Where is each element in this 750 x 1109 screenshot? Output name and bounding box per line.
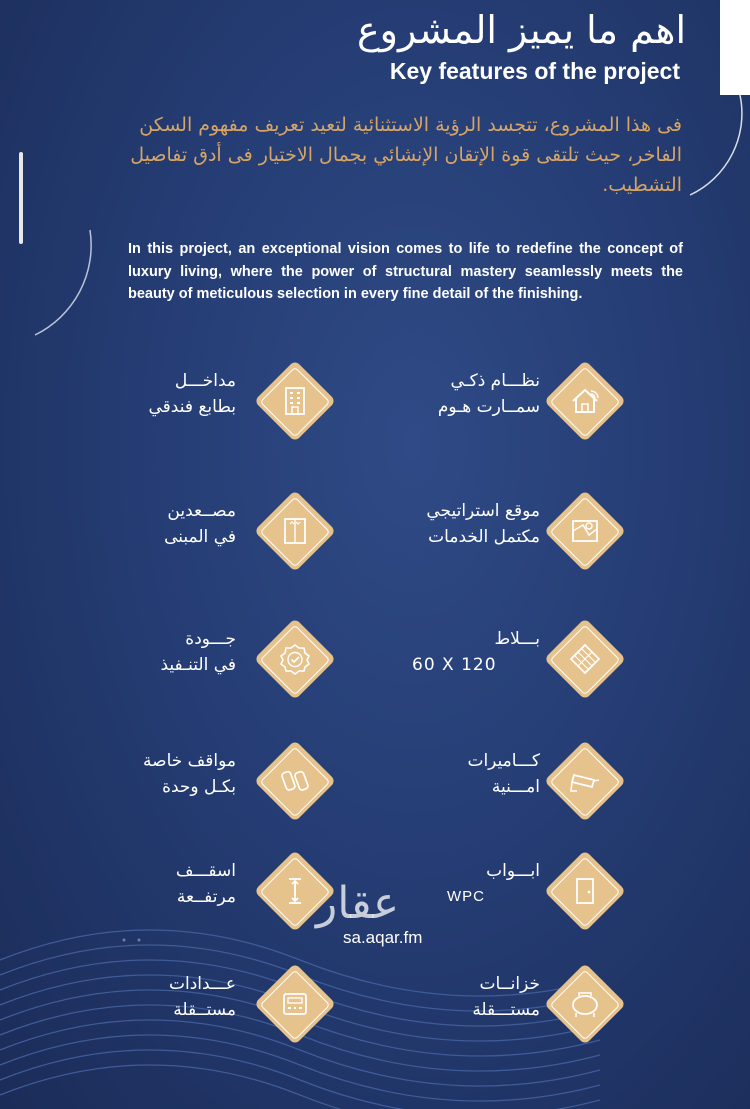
feature-label-line2: مستـــقلة [472,1000,540,1020]
feature-label-line1: ابـــواب [486,861,540,881]
ceiling-height-icon [275,871,315,911]
feature-water-tanks [390,965,690,1045]
feature-hotel-entrances [96,362,396,442]
feature-label-line2: بكـل وحدة [162,777,236,797]
quality-badge-icon [275,639,315,679]
elevator-icon [275,511,315,551]
intro-text-arabic: فى هذا المشروع، تتجسد الرؤية الاستثنائية لتعيد تعريف مفهوم السكن الفاخر، حيث تلتقى قوة الإتقان الإنشائي بجمال الاختيار فى أدق تفاصيل التشطيب. [130,114,682,196]
watermark-logo-arabic: عقار [316,878,400,929]
feature-label-line1: خزانــات [479,974,540,994]
feature-label-line1: اسقـــف [175,861,236,881]
feature-label-line2: مستــقلة [173,1000,236,1020]
water-tank-icon [565,984,605,1024]
intro-text-english: In this project, an exceptional vision comes to life to redefine the concept of luxury living, where the power of structural mastery seamlessly meets the beauty of meticulous selection in every fine detail of the finishing. [128,241,683,302]
feature-label-line1: عـــدادات [168,974,236,994]
door-icon [565,871,605,911]
page-title-arabic: اهم ما يميز المشروع [356,8,686,52]
feature-label-line1: كـــاميرات [467,751,540,771]
feature-parking [96,742,396,822]
feature-label-line2: في المبنى [164,527,236,547]
feature-strategic-location [390,492,690,572]
feature-smart-home [390,362,690,442]
feature-label-line2: سمــارت هـوم [437,397,540,417]
feature-label-line1: مواقف خاصة [143,751,236,771]
feature-label-line1: بـــلاط [494,629,540,649]
feature-label-line1: نظـــام ذكـي [450,371,540,391]
parking-cars-icon [275,761,315,801]
feature-elevators [96,492,396,572]
feature-label-line2: في التنـفيذ [160,655,236,675]
feature-label-line2: 60 X 120 [412,655,497,675]
tile-icon [565,639,605,679]
watermark-url: sa.aqar.fm [343,928,423,947]
map-location-icon [565,511,605,551]
feature-label-line1: موقع استراتيجي [426,501,540,521]
page-title-english: Key features of the project [389,58,680,84]
feature-label-line2: مرتفــعة [176,887,236,907]
feature-doors [390,852,690,932]
feature-tiles [390,620,690,700]
smart-home-icon [565,381,605,421]
feature-label-line2: مكتمل الخدمات [428,527,540,547]
feature-meters [96,965,396,1045]
feature-security-cameras [390,742,690,822]
feature-label-line1: مداخـــل [174,371,236,391]
scroll-indicator [19,152,23,244]
cctv-camera-icon [565,761,605,801]
building-entrance-icon [275,381,315,421]
feature-label-line2: WPC [447,888,485,905]
feature-label-line2: امـــنية [491,777,540,797]
corner-decoration [720,0,750,95]
feature-label-line1: مصــعدين [167,501,236,521]
meter-icon [275,984,315,1024]
feature-label-line1: جـــودة [185,629,236,649]
feature-label-line2: بطابع فندقي [148,397,236,417]
feature-quality [96,620,396,700]
